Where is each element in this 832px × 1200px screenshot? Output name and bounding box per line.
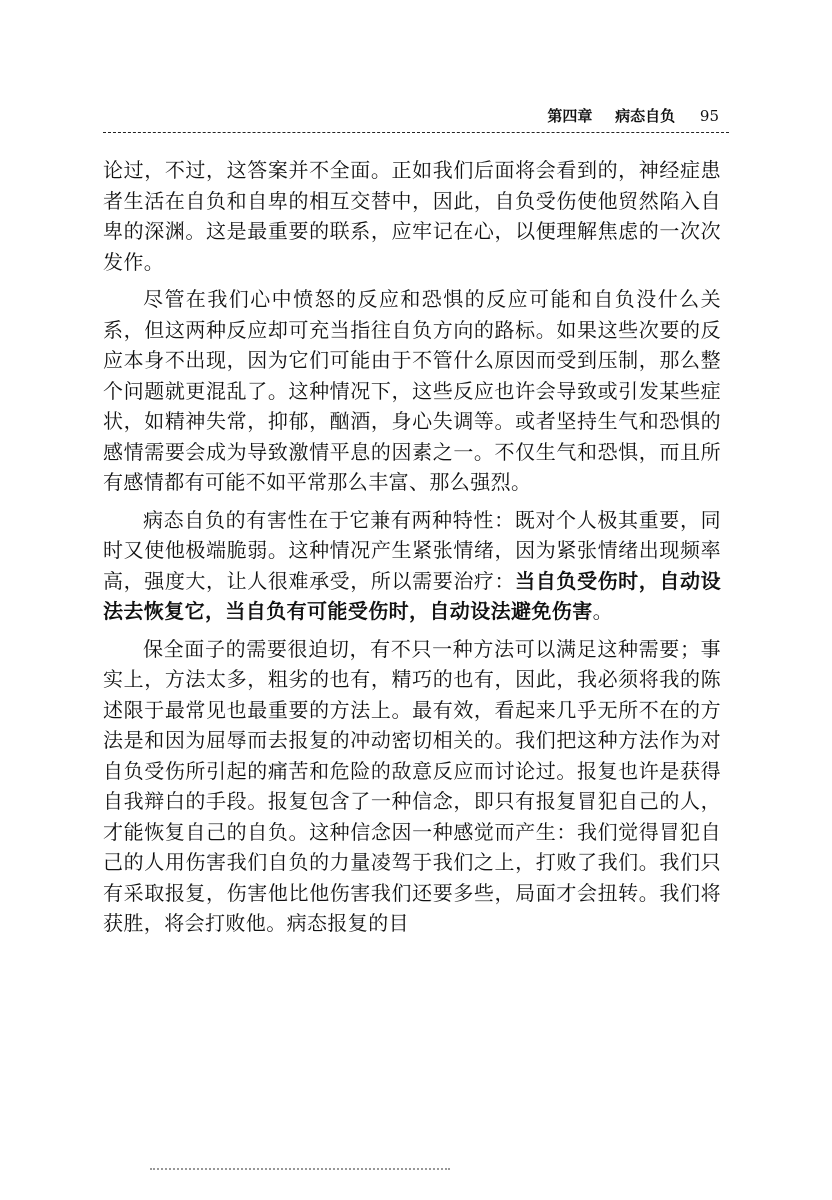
paragraph-3-tail: 。 (592, 599, 614, 623)
header-chapter: 第四章 (547, 107, 593, 125)
paragraph-2-text: 尽管在我们心中愤怒的反应和恐惧的反应可能和自负没什么关系，但这两种反应却可充当指往自负方向的路标。如果这些次要的反应本身不出现，因为它们可能由于不管什么原因而受到压制，那么整个问题就更混乱了。这种情况下，这些反应也许会导致或引发某些症状，如精神失常，抑郁，酗酒，身心失调等。或者坚持生气和恐惧的感情需要会成为导致激情平息的因素之一。不仅生气和恐惧，而且所有感情都有可能不如平常那么丰富、那么强烈。 (103, 287, 721, 494)
paragraph-2 (103, 284, 721, 498)
body-text (103, 155, 721, 946)
page-number: 95 (699, 107, 719, 125)
scan-artifact-marks (150, 1168, 450, 1173)
paragraph-4 (103, 634, 721, 939)
header-section-title: 病态自负 (615, 107, 676, 125)
header-divider (103, 132, 729, 133)
paragraph-3-bold-text: 当自负受伤时，自动设法去恢复它，当自负有可能受伤时，自动设法避免伤害 (103, 568, 722, 623)
paragraph-1 (103, 155, 721, 277)
paragraph-4-text: 保全面子的需要很迫切，有不只一种方法可以满足这种需要；事实上，方法太多，粗劣的也有，精巧的也有，因此，我必须将我的陈述限于最常见也最重要的方法上。最有效，看起来几乎无所不在的方法是和因为屈辱而去报复的冲动密切相关的。我们把这种方法作为对自负受伤所引起的痛苦和危险的敌意反应而讨论过。报复也许是获得自我辩白的手段。报复包含了一种信念，即只有报复冒犯自己的人，才能恢复自己的自负。这种信念因一种感觉而产生：我们觉得冒犯自己的人用伤害我们自负的力量凌驾于我们之上，打败了我们。我们只有采取报复，伤害他比他伤害我们还要多些，局面才会扭转。我们将获胜，将会打败他。病态报复的目 (103, 636, 721, 935)
paragraph-3 (103, 505, 721, 627)
paragraph-3-text: 病态自负的有害性在于它兼有两种特性：既对个人极其重要，同时又使他极端脆弱。这种情况产生紧张情绪，因为紧张情绪出现频率高，强度大，让人很难承受，所以需要治疗： (103, 507, 721, 593)
paragraph-1-text: 论过，不过，这答案并不全面。正如我们后面将会看到的，神经症患者生活在自负和自卑的相互交替中，因此，自负受伤使他贸然陷入自卑的深渊。这是最重要的联系，应牢记在心，以便理解焦虑的一次次发作。 (103, 158, 721, 274)
running-header (103, 104, 719, 128)
